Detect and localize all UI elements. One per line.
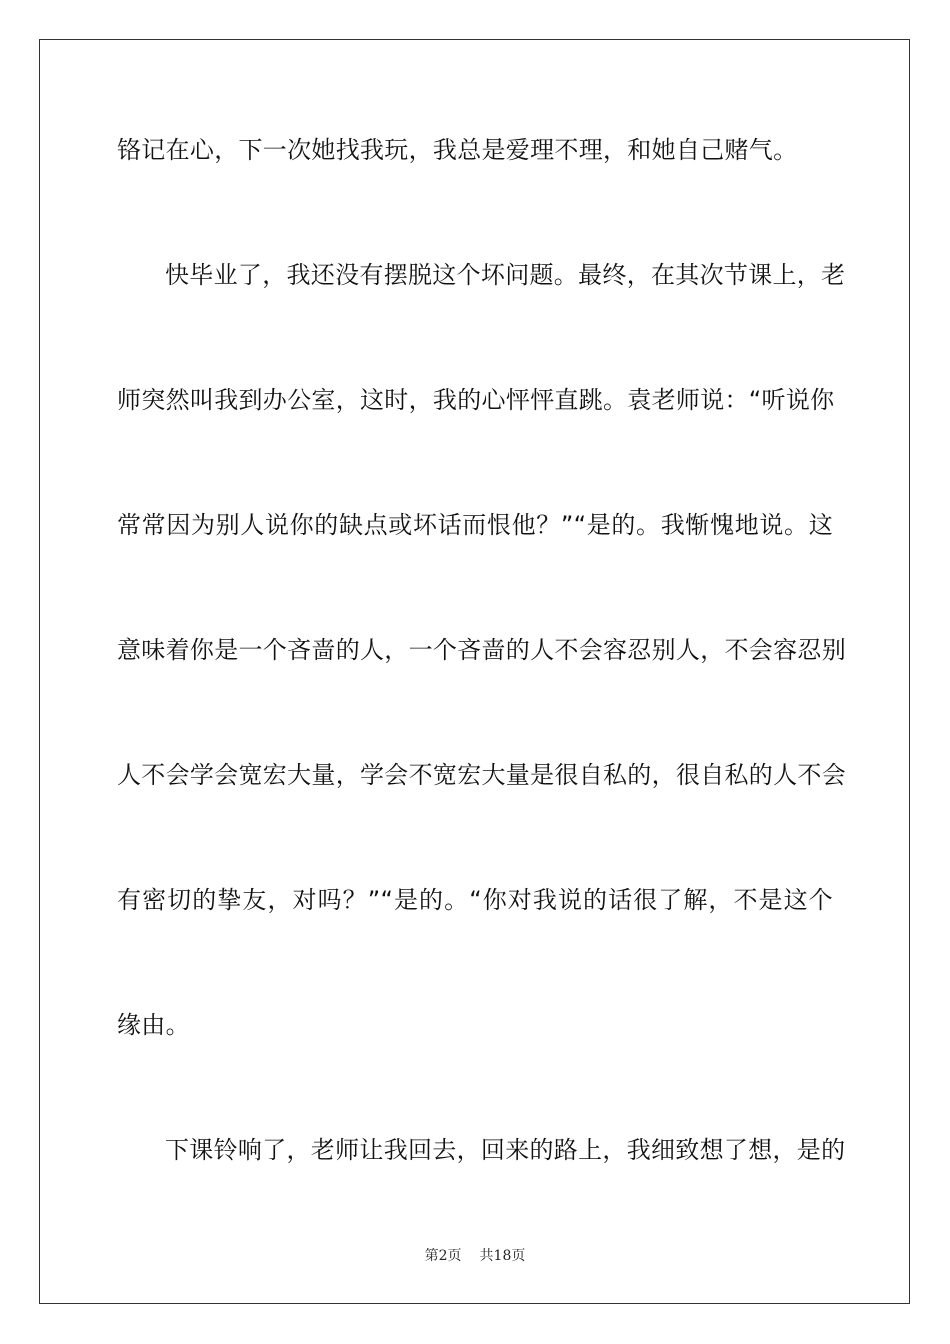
- text-line: 师突然叫我到办公室，这时，我的心怦怦直跳。袁老师说：“听说你: [117, 386, 835, 414]
- page-total: 共18页: [479, 1248, 526, 1264]
- text-line: 意味着你是一个吝啬的人，一个吝啬的人不会容忍别人，不会容忍别: [117, 636, 846, 664]
- page-number: 第2页: [424, 1248, 462, 1264]
- text-line: 铬记在心，下一次她找我玩，我总是爱理不理，和她自己赌气。: [117, 136, 798, 164]
- text-line: 快毕业了，我还没有摆脱这个坏问题。最终，在其次节课上，老: [165, 261, 846, 289]
- text-line: 常常因为别人说你的缺点或坏话而恨他？”“是的。我惭愧地说。这: [117, 511, 833, 539]
- page-frame: [39, 39, 910, 1304]
- text-line: 有密切的挚友，对吗？”“是的。“你对我说的话很了解，不是这个: [117, 886, 833, 914]
- text-line: 缘由。: [117, 1011, 190, 1039]
- text-line: 人不会学会宽宏大量，学会不宽宏大量是很自私的，很自私的人不会: [117, 761, 846, 789]
- text-line: 下课铃响了，老师让我回去，回来的路上，我细致想了想，是的: [165, 1136, 846, 1164]
- page-footer: [0, 1247, 950, 1265]
